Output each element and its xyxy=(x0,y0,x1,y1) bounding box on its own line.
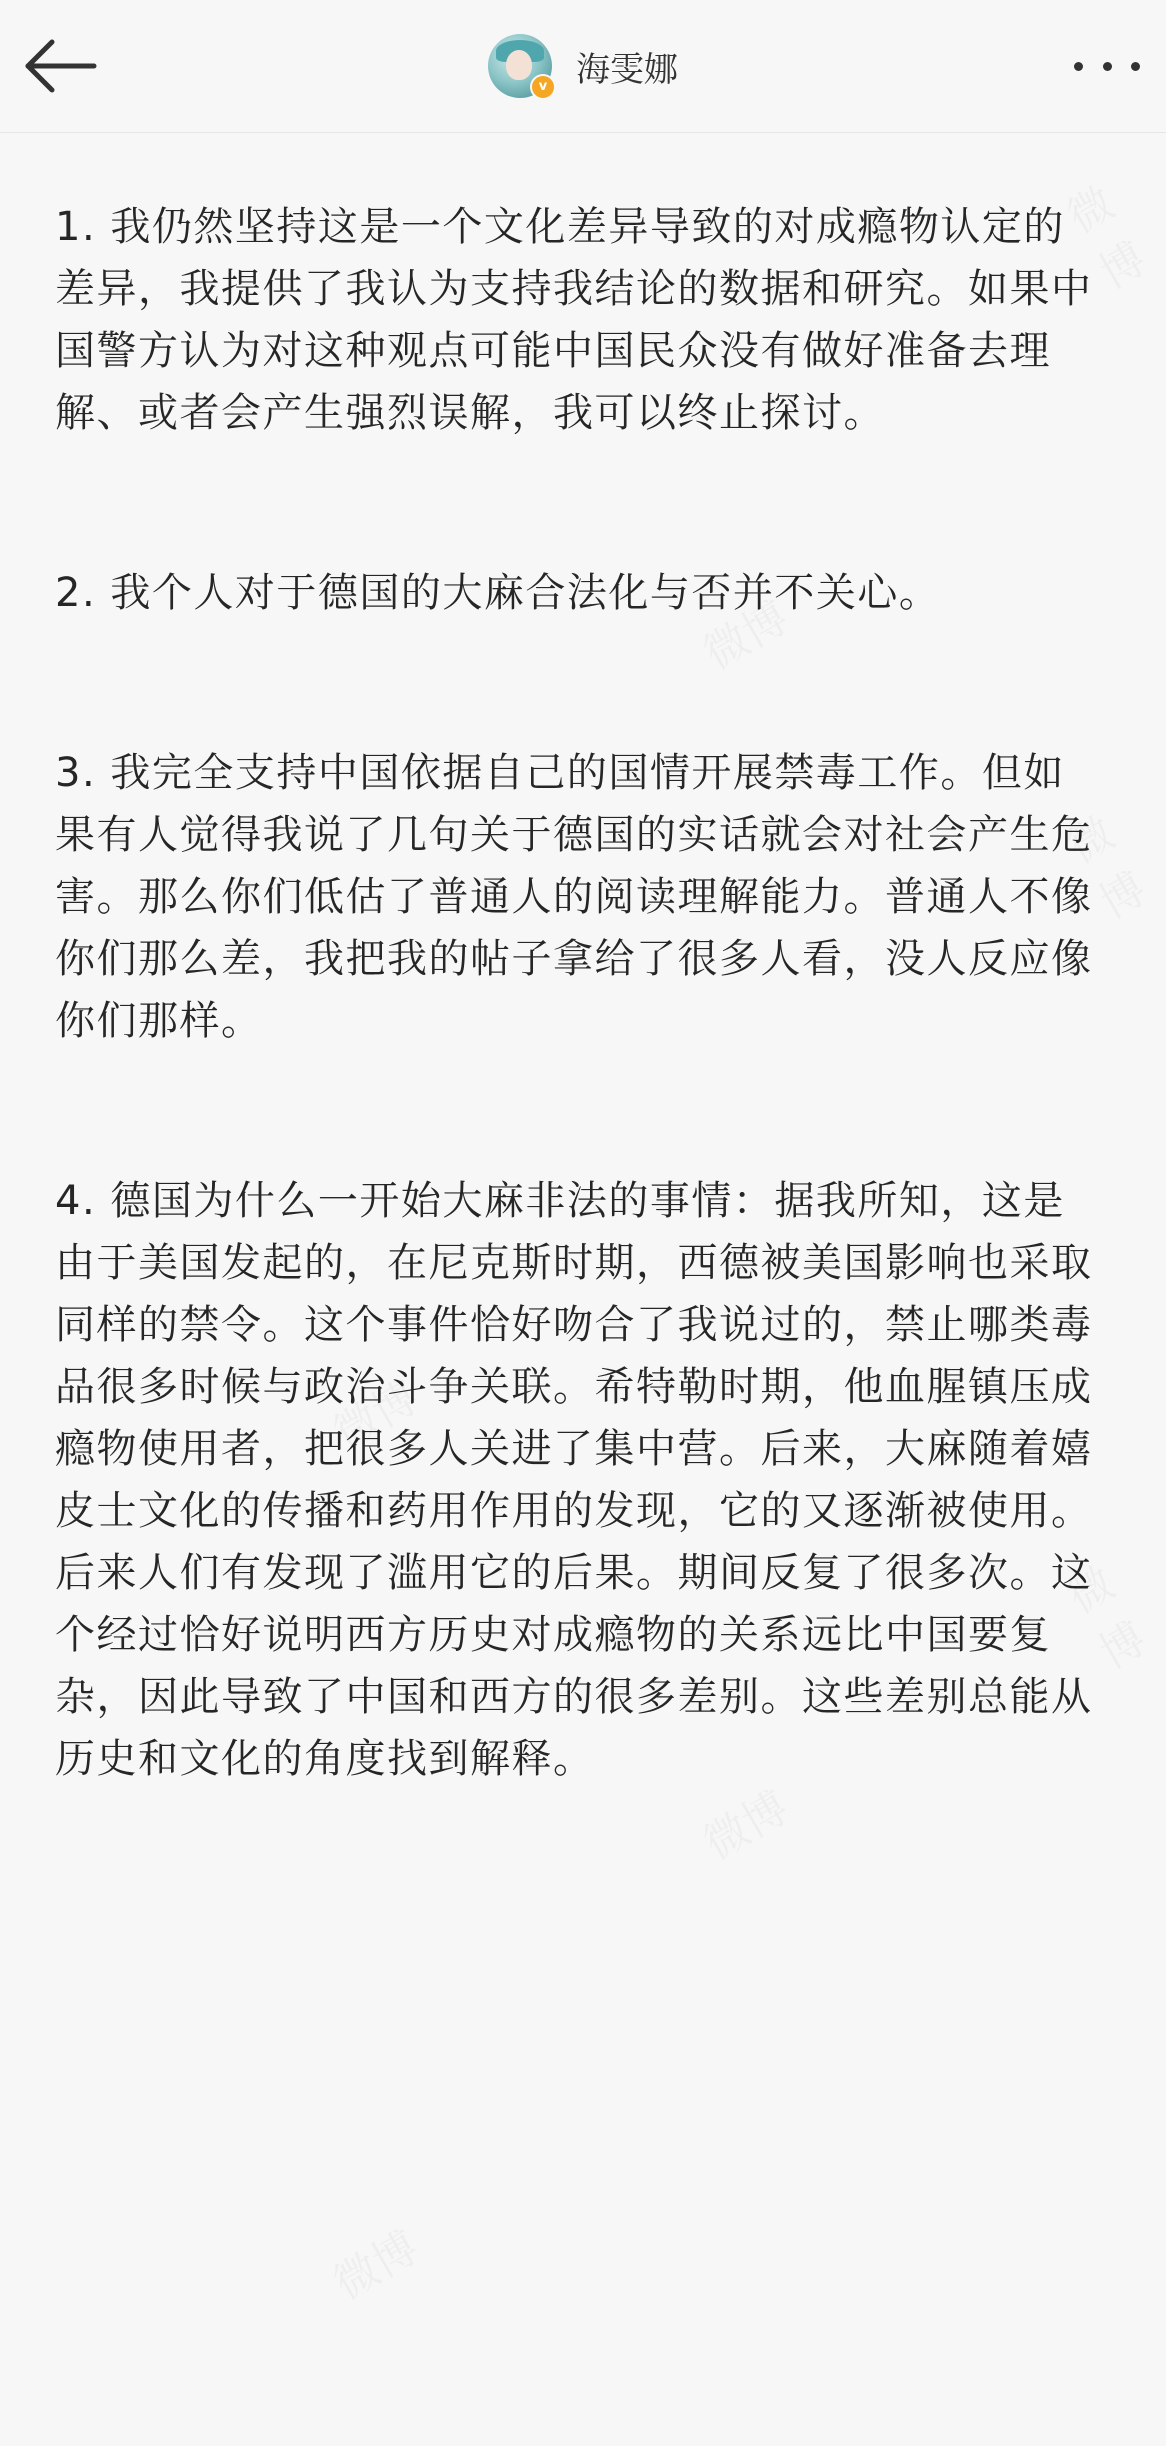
post-paragraph-4: 4. 德国为什么一开始大麻非法的事情：据我所知，这是由于美国发起的，在尼克斯时期，西德被美国影响也采取同样的禁令。这个事件恰好吻合了我说过的，禁止哪类毒品很多时候与政治斗争关联。希特勒时期，他血腥镇压成瘾物使用者，把很多人关进了集中营。后来，大麻随着嬉皮士文化的传播和药用作用的发现，它的又逐渐被使用。后来人们有发现了滥用它的后果。期间反复了很多次。这个经过恰好说明西方历史对成瘾物的关系远比中国要复杂，因此导致了中国和西方的很多差别。这些差别总能从历史和文化的角度找到解释。 xyxy=(55,1178,1093,1782)
post-paragraph-2: 2. 我个人对于德国的大麻合法化与否并不关心。 xyxy=(55,570,941,616)
avatar[interactable] xyxy=(488,34,552,98)
more-dot-icon xyxy=(1103,62,1112,71)
author-profile[interactable] xyxy=(488,34,678,98)
author-username[interactable]: 海雯娜 xyxy=(576,49,678,90)
top-navigation-bar xyxy=(0,0,1166,133)
more-options-button[interactable] xyxy=(1074,50,1140,82)
post-paragraph-3: 3. 我完全支持中国依据自己的国情开展禁毒工作。但如果有人觉得我说了几句关于德国的实话就会对社会产生危害。那么你们低估了普通人的阅读理解能力。普通人不像你们那么差，我把我的帖子拿给了很多人看，没人反应像你们那样。 xyxy=(55,750,1093,1044)
verified-badge-icon: v xyxy=(530,74,556,100)
back-button[interactable] xyxy=(22,36,102,96)
more-dot-icon xyxy=(1131,62,1140,71)
more-dot-icon xyxy=(1074,62,1083,71)
post-content xyxy=(55,196,1095,1790)
watermark xyxy=(320,2212,428,2311)
arrow-left-icon xyxy=(22,36,102,96)
post-paragraph-1: 1. 我仍然坚持这是一个文化差异导致的对成瘾物认定的差异，我提供了我认为支持我结论的数据和研究。如果中国警方认为对这种观点可能中国民众没有做好准备去理解、或者会产生强烈误解，我可以终止探讨。 xyxy=(55,204,1093,436)
avatar-face xyxy=(506,50,532,80)
